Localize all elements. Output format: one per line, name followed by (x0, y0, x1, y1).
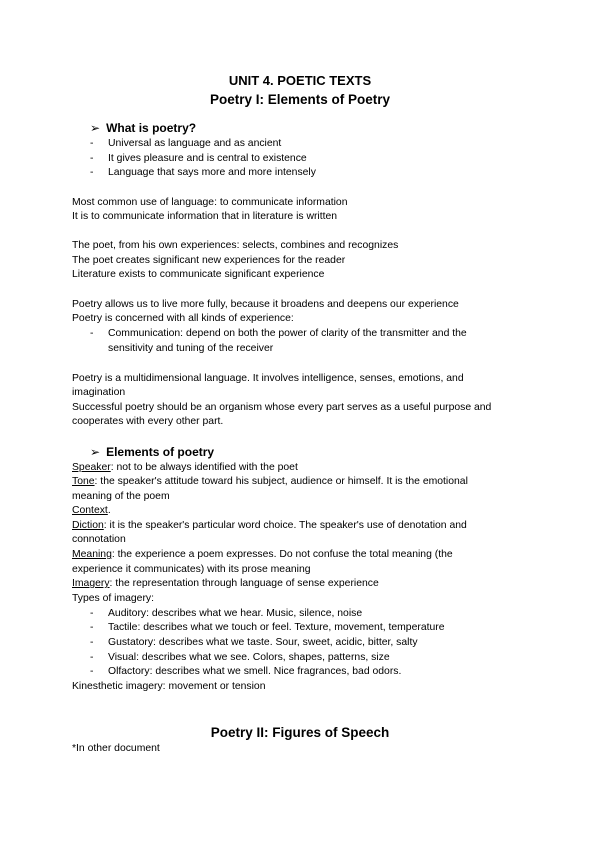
paragraph-line: Poetry allows us to live more fully, because it broadens and deepens our experience (72, 299, 459, 310)
document-page: UNIT 4. POETIC TEXTS Poetry I: Elements of Poetry ➢ What is poetry? - Universal as language and as ancient - It gives pleasure and is central to existence - Language that says more and more intensely Most common use of language: to communicate information It is to communicate information that in literature is written The poet, from his own experiences: selects, combines and recognizes The poet creates significant new experiences for the reader Literature exists to communicate significant experience Poetry allows us to live more fully, because it broadens and deepens our experience Poetry is concerned with all kinds of experience: - Communication: depend on both the power of clarity of the transmitter and the sensitivity and tuning of the receiver Poetry is a multidimensional language. It involves intelligence, senses, emotions, and imagination Successful poetry should be an organism whose every part serves as a useful purpose and cooperates with every other part. ➢ Elements of poetry Speaker: not to be always identified with the poet Tone: the speaker's attitude toward his subject, audience or himself. It is the emotional meaning of the poem Context. Diction: it is the speaker's particular word choice. The speaker's use of denotation and connotation Meaning: the experience a poem expresses. Do not confuse the total meaning (the experience it communicates) with its prose meaning Imagery: the representation through language of sense experience Types of imagery: - Auditory: describes what we hear. Music, silence, noise - Tactile: describes what we touch or feel. Texture, movement, temperature - Gustatory: describes what we taste. Sour, sweet, acidic, bitter, salty - Visual: describes what we see. Colors, shapes, patterns, size - Olfactory: describes what we smell. Nice fragrances, bad odors. Kinesthetic imagery: movement or tension Poetry II: Figures of Speech *In other document (0, 0, 600, 848)
paragraph-line: meaning of the poem (72, 491, 170, 502)
paragraph-line: Successful poetry should be an organism whose every part serves as a useful purpose and (72, 402, 492, 413)
paragraph-line: Literature exists to communicate significant experience (72, 269, 325, 280)
section-heading-elements: ➢ Elements of poetry (90, 445, 215, 459)
section-title-figures-of-speech: Poetry II: Figures of Speech (210, 725, 390, 740)
paragraph-line: The poet, from his own experiences: selects, combines and recognizes (72, 240, 399, 251)
paragraph-line: Kinesthetic imagery: movement or tension (72, 681, 266, 692)
page-subtitle: Poetry I: Elements of Poetry (209, 92, 391, 107)
paragraph-line: experience it communicates) with its prose meaning (72, 564, 311, 575)
section-heading-what-is-poetry: ➢ What is poetry? (90, 121, 197, 135)
paragraph-line: Poetry is a multidimensional language. It involves intelligence, senses, emotions, and (72, 373, 464, 384)
paragraph-line: cooperates with every other part. (72, 416, 224, 427)
unit-title: UNIT 4. POETIC TEXTS (228, 73, 372, 88)
paragraph-line: connotation (72, 534, 126, 545)
arrow-bullet-icon: ➢ (90, 121, 101, 135)
paragraph-line: Types of imagery: (72, 593, 155, 604)
paragraph-line: Most common use of language: to communicate information (72, 197, 348, 208)
arrow-bullet-icon: ➢ (90, 445, 101, 459)
term-context: Context. (72, 505, 111, 516)
footnote: *In other document (72, 743, 160, 754)
paragraph-line: Poetry is concerned with all kinds of experience: (72, 313, 294, 324)
term-meaning: Meaning: the experience a poem expresses. Do not confuse the total meaning (the (72, 549, 453, 560)
term-diction: Diction: it is the speaker's particular word choice. The speaker's use of denotation and (72, 520, 467, 531)
paragraph-line: It is to communicate information that in literature is written (72, 211, 338, 222)
term-imagery: Imagery: the representation through language of sense experience (72, 578, 379, 589)
paragraph-line: The poet creates significant new experiences for the reader (72, 255, 346, 266)
term-tone: Tone: the speaker's attitude toward his subject, audience or himself. It is the emotional (72, 476, 468, 487)
paragraph-line: imagination (72, 387, 126, 398)
term-speaker: Speaker: not to be always identified with the poet (72, 462, 298, 473)
